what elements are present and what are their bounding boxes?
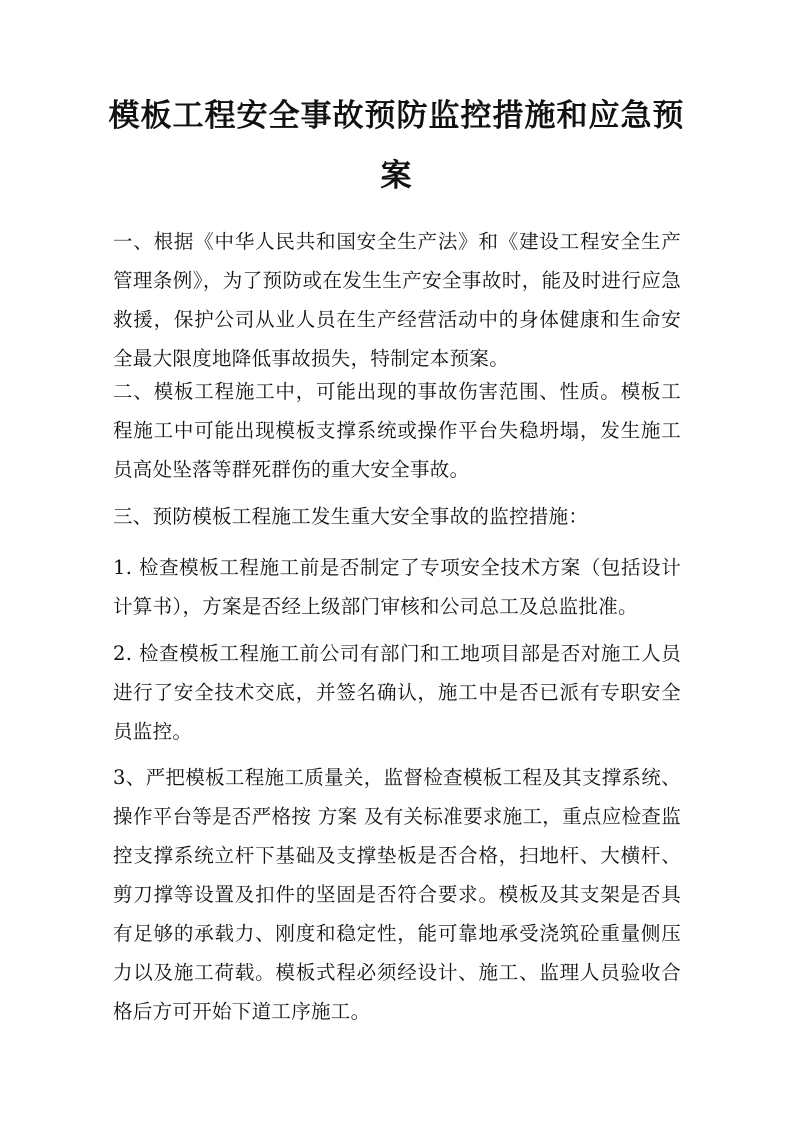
- paragraph-1: 一、根据《中华人民共和国安全生产法》和《建设工程安全生产管理条例》，为了预防或在发生生产安全事故时，能及时进行应急救援，保护公司从业人员在生产经营活动中的身体健康和生命安全最大限度地降低事故损失，特制定本预案。: [113, 230, 681, 370]
- paragraph-6: 3、严把模板工程施工质量关，监督检查模板工程及其支撑系统、操作平台等是否严格按 方案 及有关标准要求施工，重点应检查监控支撑系统立杆下基础及支撑垫板是否合格，扫地杆、大横杆、剪刀撑等设置及扣件的坚固是否符合要求。模板及其支架是否具有足够的承载力、刚度和稳定性，能可靠地承受浇筑砼重量侧压力以及施工荷载。模板式程必须经设计、施工、监理人员验收合格后方可开始下道工序施工。: [113, 766, 681, 1023]
- paragraph-3: 三、预防模板工程施工发生重大安全事故的监控措施：: [113, 505, 589, 528]
- paragraph-4: 1. 检查模板工程施工前是否制定了专项安全技术方案（包括设计计算书），方案是否经上级部门审核和公司总工及总监批准。: [113, 556, 681, 618]
- paragraph-5: 2. 检查模板工程施工前公司有部门和工地项目部是否对施工人员进行了安全技术交底，并签名确认，施工中是否已派有专职安全员监控。: [113, 642, 681, 743]
- paragraph-2: 二、模板工程施工中，可能出现的事故伤害范围、性质。模板工程施工中可能出现模板支撑系统或操作平台失稳坍塌，发生施工员高处坠落等群死群伤的重大安全事故。: [113, 380, 681, 481]
- document-title: 模板工程安全事故预防监控措施和应急预案: [108, 98, 685, 194]
